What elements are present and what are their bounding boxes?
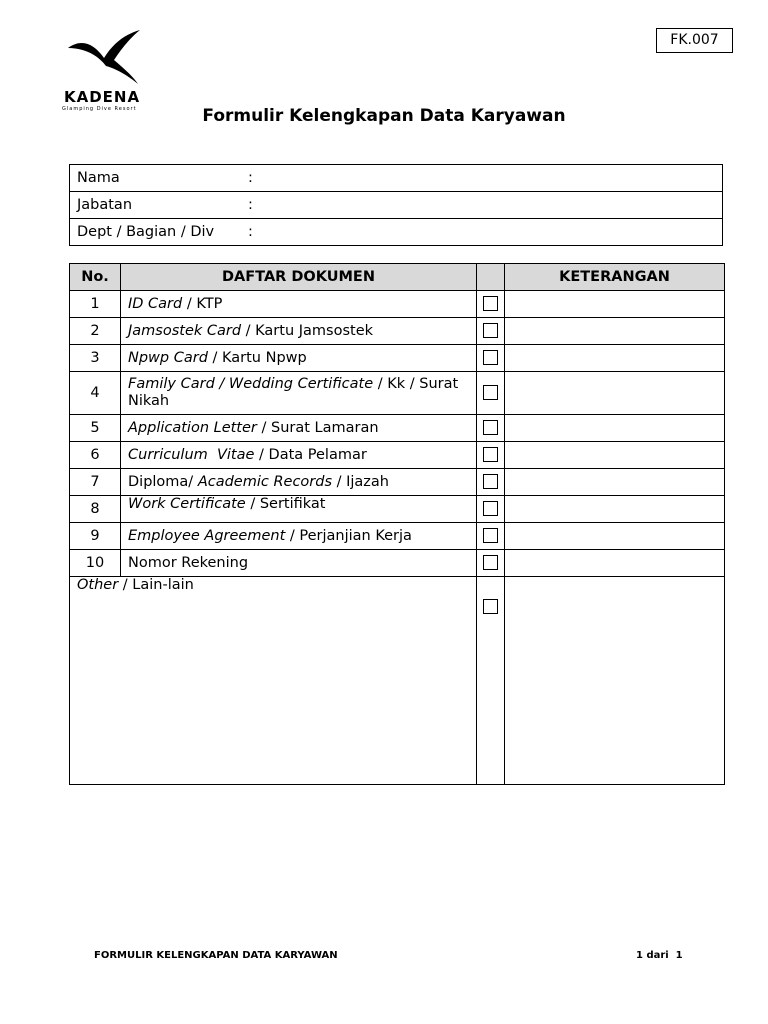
document-checklist-table	[69, 263, 725, 785]
notes-cell[interactable]	[505, 372, 725, 415]
document-name-id: / Ijazah	[332, 473, 389, 490]
header-keterangan: KETERANGAN	[505, 264, 725, 291]
document-name-prefix: Nomor Rekening	[128, 554, 249, 571]
table-row	[70, 496, 725, 523]
notes-cell[interactable]	[505, 496, 725, 523]
footer-form-title: FORMULIR KELENGKAPAN DATA KARYAWAN	[94, 950, 338, 961]
info-row-nama	[70, 165, 723, 192]
document-name	[121, 372, 477, 415]
info-label: Jabatan	[77, 197, 133, 213]
logo-brand-name: KADENA	[64, 88, 141, 106]
info-label: Dept / Bagian / Div	[77, 224, 215, 240]
row-number: 10	[70, 550, 121, 577]
check-cell	[477, 496, 505, 523]
document-name-id: / Data Pelamar	[254, 446, 367, 463]
document-checkbox[interactable]	[483, 555, 498, 570]
document-name-id: / Sertifikat	[245, 496, 326, 512]
info-row-dept	[70, 219, 723, 246]
document-checkbox[interactable]	[483, 350, 498, 365]
other-label-id: / Lain-lain	[118, 577, 194, 593]
notes-cell[interactable]	[505, 577, 725, 785]
table-row	[70, 469, 725, 496]
document-name-en: ID Card	[128, 295, 183, 312]
table-row	[70, 291, 725, 318]
document-name	[121, 318, 477, 345]
document-checkbox[interactable]	[483, 323, 498, 338]
notes-cell[interactable]	[505, 345, 725, 372]
table-row	[70, 523, 725, 550]
info-row-jabatan	[70, 192, 723, 219]
document-name-prefix: Diploma/	[128, 473, 198, 490]
document-checkbox[interactable]	[483, 474, 498, 489]
check-cell	[477, 415, 505, 442]
page-title: Formulir Kelengkapan Data Karyawan	[202, 106, 566, 126]
check-cell	[477, 372, 505, 415]
notes-cell[interactable]	[505, 523, 725, 550]
info-label: Nama	[77, 170, 120, 186]
bird-logo-icon	[64, 28, 144, 86]
document-name-id: / KTP	[182, 295, 223, 312]
info-separator: :	[248, 170, 253, 186]
table-row	[70, 415, 725, 442]
form-code-box: FK.007	[656, 28, 733, 53]
row-number: 3	[70, 345, 121, 372]
document-name	[121, 550, 477, 577]
employee-info-table	[69, 164, 723, 246]
table-row-other	[70, 577, 725, 785]
check-cell	[477, 345, 505, 372]
document-name	[121, 291, 477, 318]
table-header-row	[70, 264, 725, 291]
document-checkbox[interactable]	[483, 296, 498, 311]
document-name-en: Jamsostek Card	[128, 322, 242, 339]
check-cell	[477, 550, 505, 577]
table-row	[70, 345, 725, 372]
document-name	[121, 345, 477, 372]
document-name-id: / Perjanjian Kerja	[285, 527, 412, 544]
header-no: No.	[70, 264, 121, 291]
check-cell	[477, 442, 505, 469]
notes-cell[interactable]	[505, 442, 725, 469]
notes-cell[interactable]	[505, 469, 725, 496]
document-checkbox[interactable]	[483, 528, 498, 543]
check-cell	[477, 577, 505, 785]
table-row	[70, 318, 725, 345]
document-name-en: Employee Agreement	[128, 527, 286, 544]
document-checkbox[interactable]	[483, 385, 498, 400]
row-number: 7	[70, 469, 121, 496]
document-checkbox[interactable]	[483, 599, 498, 614]
check-cell	[477, 469, 505, 496]
notes-cell[interactable]	[505, 415, 725, 442]
info-field-jabatan[interactable]	[70, 192, 723, 219]
table-row	[70, 442, 725, 469]
document-name-en: Academic Records	[197, 473, 333, 490]
info-separator: :	[248, 197, 253, 213]
document-name-en: Application Letter	[128, 419, 257, 436]
table-row	[70, 372, 725, 415]
document-name	[121, 442, 477, 469]
logo-tagline: Glamping Dive Resort	[62, 106, 137, 112]
other-label-en: Other	[77, 577, 119, 593]
check-cell	[477, 523, 505, 550]
document-name-en: Work Certificate	[128, 496, 246, 512]
document-name-en: Npwp Card	[128, 349, 208, 366]
other-documents-cell[interactable]	[70, 577, 477, 785]
company-logo	[60, 28, 150, 112]
row-number: 1	[70, 291, 121, 318]
document-checkbox[interactable]	[483, 501, 498, 516]
table-row	[70, 550, 725, 577]
info-field-nama[interactable]	[70, 165, 723, 192]
row-number: 9	[70, 523, 121, 550]
notes-cell[interactable]	[505, 318, 725, 345]
info-separator: :	[248, 224, 253, 240]
footer-page-number: 1 dari 1	[636, 950, 683, 961]
document-name-en: Curriculum Vitae	[128, 446, 255, 463]
document-name	[121, 469, 477, 496]
header-check	[477, 264, 505, 291]
row-number: 2	[70, 318, 121, 345]
row-number: 8	[70, 496, 121, 523]
check-cell	[477, 318, 505, 345]
document-checkbox[interactable]	[483, 420, 498, 435]
document-name-en: Family Card / Wedding Certificate	[128, 376, 374, 392]
header-daftar-dokumen: DAFTAR DOKUMEN	[121, 264, 477, 291]
document-checkbox[interactable]	[483, 447, 498, 462]
row-number: 4	[70, 372, 121, 415]
row-number: 6	[70, 442, 121, 469]
document-name-id: / Kartu Jamsostek	[241, 322, 374, 339]
document-name	[121, 523, 477, 550]
document-name	[121, 415, 477, 442]
info-field-dept[interactable]	[70, 219, 723, 246]
document-name	[121, 496, 477, 523]
document-name-id: / Kk / Surat Nikah	[128, 376, 459, 409]
document-name-id: / Surat Lamaran	[256, 419, 379, 436]
notes-cell[interactable]	[505, 291, 725, 318]
row-number: 5	[70, 415, 121, 442]
document-name-id: / Kartu Npwp	[207, 349, 307, 366]
notes-cell[interactable]	[505, 550, 725, 577]
check-cell	[477, 291, 505, 318]
